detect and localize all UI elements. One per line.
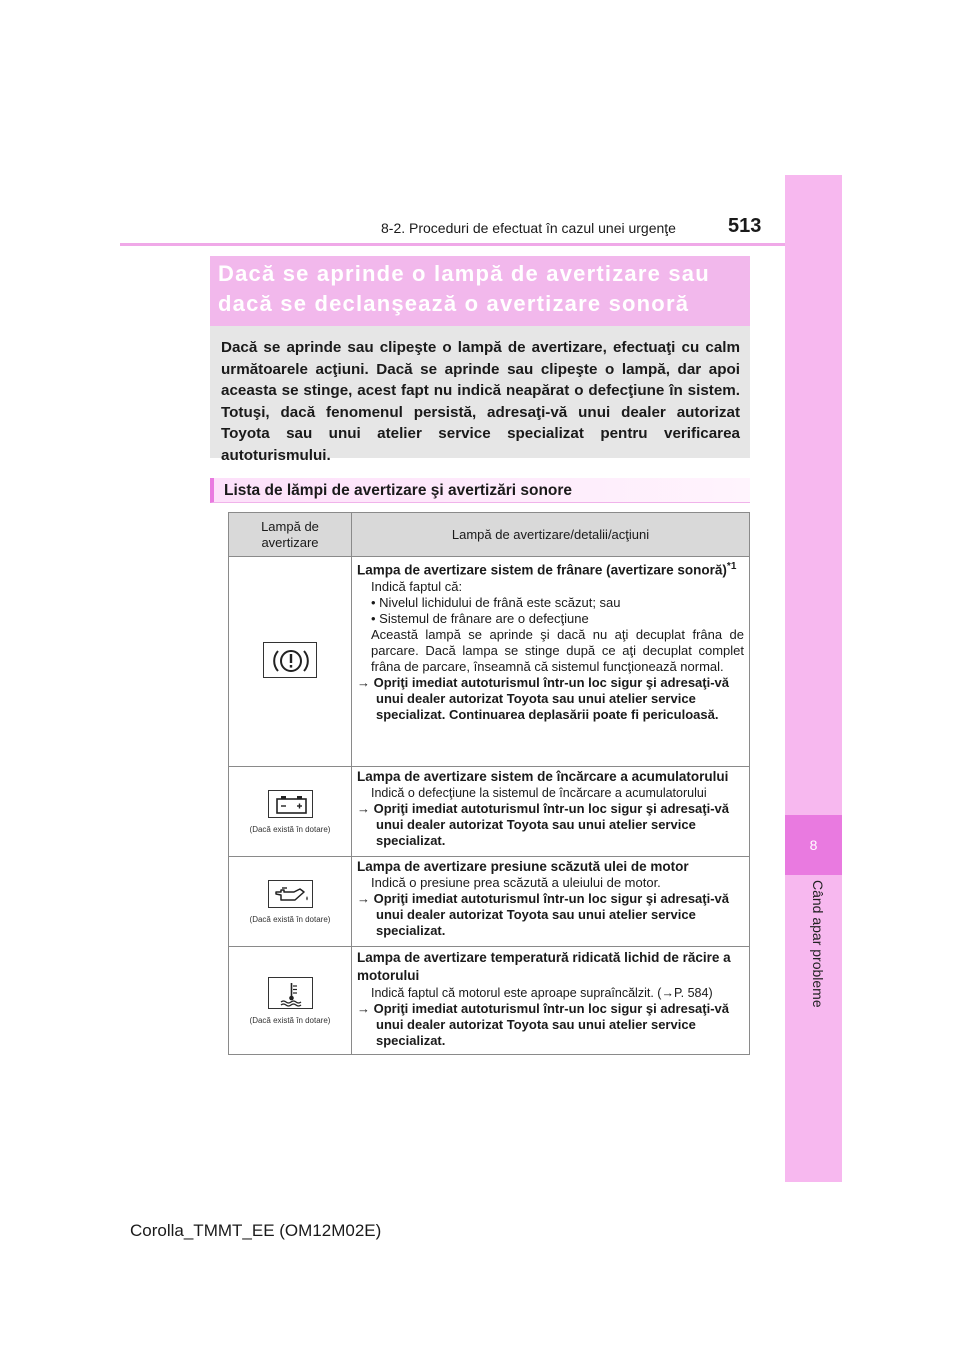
section-title-line2: dacă se declanşează o avertizare sonoră	[218, 291, 690, 316]
availability-note: (Dacă există în dotare)	[249, 914, 331, 924]
table-row	[229, 557, 750, 767]
subsection-title: Lista de lămpi de avertizare şi avertizări sonore	[210, 478, 750, 503]
section-title	[210, 256, 750, 326]
battery-charge-icon	[268, 790, 313, 818]
availability-note: (Dacă există în dotare)	[249, 1015, 331, 1025]
header-rule	[120, 243, 785, 246]
row-action: → Opriţi imediat autoturismul într-un loc sigur şi adresaţi-vă unui dealer autorizat Toyota sau unui atelier service specializat.	[357, 1001, 730, 1048]
oil-pressure-icon	[268, 880, 313, 908]
table-row	[229, 857, 750, 947]
row-description-2: Această lampă se aprinde şi dacă nu aţi decuplat frâna de parcare. Dacă lampa se stinge după ce aţi decuplat complet frâna de parcare, înseamnă că sistemul funcţionează normal.	[371, 626, 744, 674]
row-description: Indică faptul că:	[371, 578, 463, 594]
chapter-number: 8	[785, 815, 842, 875]
page-reference[interactable]: →P. 584)	[661, 986, 713, 1000]
row-title: Lampa de avertizare presiune scăzută ulei de motor	[357, 859, 689, 874]
warning-lights-table	[228, 512, 750, 1055]
row-description: Indică o presiune prea scăzută a uleiului de motor.	[371, 875, 661, 890]
row-title: Lampa de avertizare sistem de frânare (avertizare sonoră)$^{*1}$	[357, 561, 737, 578]
table-row	[229, 947, 750, 1055]
row-title: Lampa de avertizare sistem de încărcare a acumulatorului	[357, 769, 729, 784]
chapter-label: Când apar probleme	[810, 880, 826, 1008]
availability-note: (Dacă există în dotare)	[249, 824, 331, 834]
brake-warning-icon	[263, 642, 317, 678]
row-action: → Opriţi imediat autoturismul într-un loc sigur şi adresaţi-vă unui dealer autorizat Toyota sau unui atelier service specializat.	[357, 891, 730, 938]
row-description: Indică faptul că motorul este aproape supraîncălzit. (→P. 584)	[371, 986, 713, 1000]
section-title-line1: Dacă se aprinde o lampă de avertizare sau	[218, 261, 710, 286]
col-header-details: Lampă de avertizare/detalii/acţiuni	[352, 513, 750, 557]
intro-paragraph: Dacă se aprinde sau clipeşte o lampă de avertizare, efectuaţi cu calm următoarele acţiuni. Dacă se aprinde sau clipeşte o lampă, dar apoi aceasta se stinge, acest fapt nu indică neapărat o defecţiune în sistem. Totuşi, dacă fenomenul persistă, adresaţi-vă unui dealer autorizat Toyota sau unui atelier service specializat pentru verificarea autoturismului.	[210, 326, 750, 458]
row-description: Indică o defecţiune la sistemul de încărcare a acumulatorului	[371, 786, 707, 800]
section-header: 8-2. Proceduri de efectuat în cazul unei urgenţe	[381, 220, 676, 236]
row-title: Lampa de avertizare temperatură ridicată lichid de răcire a motorului	[357, 950, 731, 983]
coolant-temperature-icon	[268, 977, 313, 1009]
row-bullet: • Nivelul lichidului de frână este scăzut; sau	[371, 594, 621, 610]
page-number: 513	[728, 215, 762, 237]
footer-model-code: Corolla_TMMT_EE (OM12M02E)	[130, 1221, 382, 1240]
table-header-row	[229, 513, 750, 557]
table-row	[229, 767, 750, 857]
row-bullet: • Sistemul de frânare are o defecţiune	[371, 610, 589, 626]
row-action: → Opriţi imediat autoturismul într-un loc sigur şi adresaţi-vă unui dealer autorizat Toyota sau unui atelier service specializat.	[357, 801, 730, 848]
row-action: → Opriţi imediat autoturismul într-un loc sigur şi adresaţi-vă unui dealer autorizat Toyota sau unui atelier service specializat. Continuarea deplasării poate fi periculoasă.	[357, 674, 730, 722]
col-header-lamp: Lampă de avertizare	[229, 513, 352, 557]
side-tab	[785, 175, 842, 1182]
